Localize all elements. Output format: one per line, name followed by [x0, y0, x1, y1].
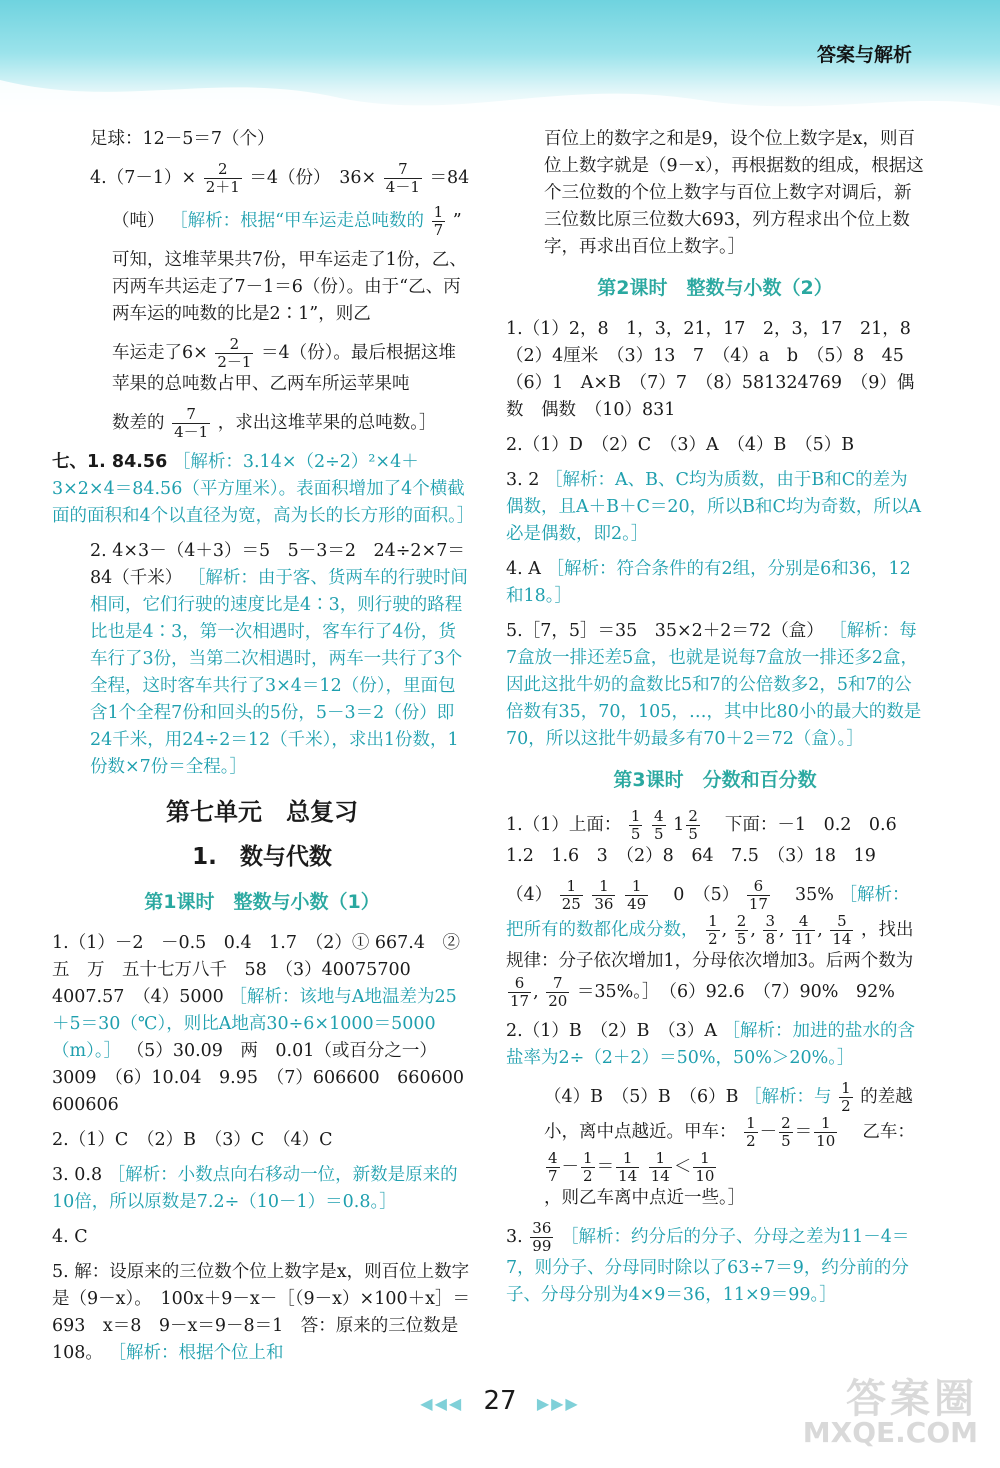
- answer-item: 3. 0.8 ［解析：小数点向右移动一位，新数是原来的10倍，所以原数是7.2÷（10－1）＝0.8。］: [52, 1165, 458, 1212]
- answer-item: 2.（1）D （2）C （3）A （4）B （5）B: [506, 435, 855, 455]
- arrow-left-icon: ◀◀◀: [420, 1394, 464, 1413]
- answer-item: 5.［7，5］＝35 35×2＋2＝72（盒） ［解析：每7盒放一排还差5盒，也就是说每7盒放一排还多2盒，因此这批牛奶的盒数比5和7的公倍数多2，5和7的公倍数有35，70，105，…，其中比80小的最大的数是70，所以这批牛奶最多有70＋2＝72（盒）。］: [506, 621, 922, 749]
- fraction: $\frac{2}{5}$: [781, 1114, 791, 1150]
- answer-item: 4. C: [52, 1227, 88, 1247]
- fraction: $\frac{7}{4-1}$: [174, 405, 209, 441]
- answer-item: （4）B （5）B （6）B ［解析：与 $\frac{1}{2}$ 的差越小，离中点越近。甲车： $\frac{1}{2}$ － $\frac{2}{5}$ ＝ $\frac{1}{10}$ 乙车： $\frac{4}{7}$ － $\frac{1}{2}$ ＝ $\frac{1}{14}$ $\frac{1}{14}$ ＜ $\frac{1}{10}$ ，则乙车离中点近一些。］: [544, 1079, 915, 1208]
- right-column: [506, 126, 929, 1317]
- lesson-heading: 第2课时 整数与小数（2）: [597, 277, 833, 299]
- lesson-heading: 第1课时 整数与小数（1）: [144, 891, 380, 913]
- fraction: $\frac{4}{7}$: [548, 1149, 558, 1185]
- fraction: $\frac{3}{8}$: [765, 912, 775, 948]
- fraction: $\frac{1}{14}$: [650, 1149, 670, 1185]
- answer-item: 2.（1）B （2）B （3）A ［解析：加进的盐水的含盐率为2÷（2＋2）＝50%，50%＞20%。］: [506, 1021, 916, 1068]
- answer-item: 七、1. 84.56 ［解析：3.14×（2÷2）²×4＋3×2×4＝84.56（平方厘米）。表面积增加了4个横截面的面积和4个以直径为宽，高为长的长方形的面积。］: [52, 452, 475, 526]
- fraction: $\frac{7}{4-1}$: [385, 160, 420, 196]
- answer-item: 1.（1）－2 －0.5 0.4 1.7 （2）① 667.4 ② 五 万 五十七万八千 58 （3）40075700 4007.57 （4）5000 ［解析：该地与A地温差为25＋5＝30（℃），则比A地高30÷6×1000＝5000（m）。］ （5）30.09 两 0.01（或百分之一） 3009 （6）10.04 9.95 （7）606600 660600 600606: [52, 933, 482, 1115]
- answer-item: 5. 解：设原来的三位数个位上数字是x，则百位上数字是（9－x）。 100x＋9－x－［（9－x）×100＋x］＝693 x＝8 9－x＝9－8＝1 答：原来的三位数是108。 ［解析：根据个位上和: [52, 1262, 470, 1363]
- answer-item: 4. A ［解析：符合条件的有2组，分别是6和36，12和18。］: [506, 559, 911, 606]
- topic-heading: 1. 数与代数: [192, 844, 332, 870]
- answer-item: 2.（1）C （2）B （3）C （4）C: [52, 1130, 333, 1150]
- answer-item: 1.（1）上面： $\frac{1}{5}$ $\frac{4}{5}$ 1 $\frac{2}{5}$ 下面：－1 0.2 0.6 1.2 1.6 3 （2）8 64 7.5 （3）18 19: [506, 807, 915, 866]
- fraction: $\frac{2}{5}$: [736, 912, 747, 948]
- answer-line: 数差的 $\frac{7}{4-1}$ ，求出这堆苹果的总吨数。］: [112, 405, 437, 441]
- unit-heading: 第七单元 总复习: [166, 798, 358, 826]
- fraction: $\frac{2}{2+1}$: [205, 160, 240, 196]
- fraction: $\frac{1}{10}$: [695, 1149, 715, 1185]
- fraction: $\frac{6}{17}$: [748, 877, 768, 913]
- left-column: [52, 126, 482, 1375]
- answer-line: 4.（7－1）× $\frac{2}{2+1}$ ＝4（份） 36× $\frac{7}{4-1}$ ＝84: [90, 160, 470, 196]
- header-title: 答案与解析: [816, 44, 912, 66]
- fraction: $\frac{1}{2}$: [583, 1149, 593, 1185]
- fraction: $\frac{36}{99}$: [532, 1219, 552, 1255]
- answer-line: （吨） ［解析：根据“甲车运走总吨数的 $\frac{1}{7}$ ”: [112, 203, 462, 239]
- header-wave-decoration: [0, 70, 1000, 130]
- fraction: $\frac{1}{5}$: [630, 807, 641, 843]
- arrow-right-icon: ▶▶▶: [536, 1394, 580, 1413]
- analysis-text: 可知，这堆苹果共7份，甲车运走了1份，乙、丙两车共运走了7－1＝6（份）。由于“乙、丙两车运的吨数的比是2∶1”，则乙: [112, 250, 467, 324]
- answer-item: 3. $\frac{36}{99}$ ［解析：约分后的分子、分母之差为11－4＝7，则分子、分母同时除以了63÷7＝9，约分前的分子、分母分别为4×9＝36，11×9＝99。］: [506, 1219, 910, 1305]
- page-number: 27: [483, 1386, 517, 1416]
- answer-item: （4） $\frac{1}{25}$ $\frac{1}{36}$ $\frac{1}{49}$ 0 （5） $\frac{6}{17}$ 35% ［解析：把所有的数都化成分数， $\frac{1}{2}$ , $\frac{2}{5}$ , $\frac{3}{8}$ , $\frac{4}{11}$ , $\frac{5}{14}$ ，找出规律：分子依次增加1，分母依次增加3。后两个数为 $\frac{6}{17}$ , $\frac{7}{20}$ ＝35%。］ （6）92.6 （7）90% 92%: [506, 877, 914, 1010]
- fraction: $\frac{1}{10}$: [816, 1114, 836, 1150]
- lesson-heading: 第3课时 分数和百分数: [613, 769, 817, 791]
- watermark: 答案圈 MXQE.COM: [802, 1376, 978, 1449]
- fraction: $\frac{1}{14}$: [618, 1149, 638, 1185]
- fraction: $\frac{5}{14}$: [832, 912, 852, 948]
- fraction: $\frac{1}{2}$: [708, 912, 718, 948]
- answer-line: 车运走了6× $\frac{2}{2-1}$ ＝4（份）。最后根据这堆苹果的总吨数占甲、乙两车所运苹果吨: [112, 335, 456, 394]
- analysis-text: 百位上的数字之和是9，设个位上数字是x，则百位上数字就是（9－x），再根据数的组成，根据这个三位数的个位上数字与百位上数字对调后，新三位数比原三位数大693，列方程求出个位上数字，再求出百位上数字。］: [544, 129, 924, 257]
- fraction: $\frac{2}{5}$: [688, 807, 698, 843]
- answer-item: 1.（1）2，8 1，3，21，17 2，3，17 21，8 （2）4厘米 （3）13 7 （4）a b （5）8 45 （6）1 A×B （7）7 （8）581324769 （9）偶数 偶数 （10）831: [506, 319, 929, 420]
- fraction: $\frac{1}{36}$: [594, 877, 614, 913]
- fraction: $\frac{2}{2-1}$: [217, 335, 252, 371]
- fraction: $\frac{6}{17}$: [510, 974, 530, 1010]
- fraction: $\frac{1}{2}$: [746, 1114, 756, 1150]
- fraction: $\frac{7}{20}$: [548, 974, 568, 1010]
- fraction: $\frac{4}{11}$: [794, 912, 814, 948]
- answer-line: 足球：12－5＝7（个）: [90, 129, 275, 149]
- answer-item: 2. 4×3－（4＋3）＝5 5－3＝2 24÷2×7＝84（千米） ［解析：由于客、货两车的行驶时间相同，它们行驶的速度比是4∶3，则行驶的路程比也是4∶3，第一次相遇时，客车行了4份，货车行了3份，当第二次相遇时，两车一共行了3个全程，这时客车共行了3×4＝12（份），里面包含1个全程7份和回头的5份，5－3＝2（份）即24千米，用24÷2＝12（千米），求出1份数，1份数×7份＝全程。］: [90, 541, 468, 777]
- fraction: $\frac{1}{25}$: [561, 877, 581, 913]
- fraction: $\frac{1}{49}$: [627, 877, 647, 913]
- fraction: $\frac{1}{7}$: [433, 203, 444, 239]
- answer-item: 3. 2 ［解析：A、B、C均为质数，由于B和C的差为偶数，且A＋B＋C＝20，所以B和C均为奇数，所以A必是偶数，即2。］: [506, 470, 922, 544]
- fraction: $\frac{4}{5}$: [654, 807, 664, 843]
- fraction: $\frac{1}{2}$: [841, 1079, 851, 1115]
